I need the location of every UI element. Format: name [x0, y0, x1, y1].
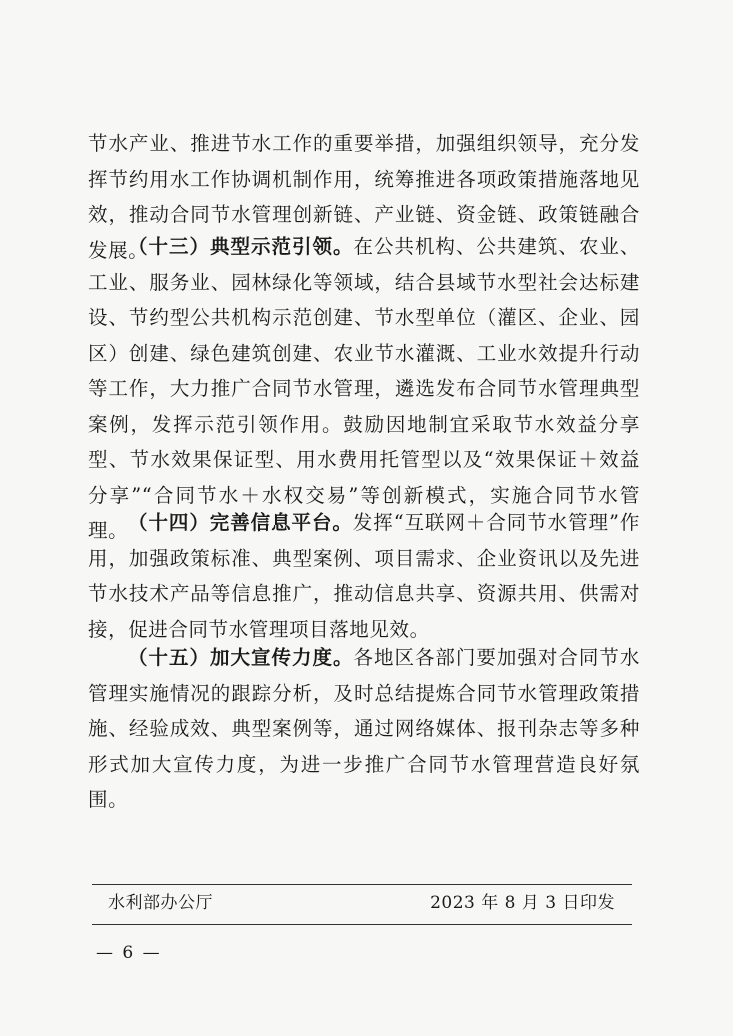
issuer-name: 水利部办公厅 — [108, 893, 213, 913]
paragraph-publicity — [88, 640, 640, 818]
footer-divider-top — [92, 884, 632, 885]
issue-date: 2023 年 8 月 3 日印发 — [430, 893, 615, 913]
paragraph-text: 节水产业、推进节水工作的重要举措，加强组织领导，充分发挥节约用水工作协调机制作用，统筹推进各项政策措施落地见效，推动合同节水管理创新链、产业链、资金链、政策链融合发展。 — [88, 132, 640, 262]
paragraph-text: 发挥“互联网＋合同节水管理”作用，加强政策标准、典型案例、项目需求、企业资讯以及先进节水技术产品等信息推广，推动信息共享、资源共用、供需对接，促进合同节水管理项目落地见效。 — [88, 511, 640, 641]
section-heading: （十三）典型示范引领。 — [128, 235, 354, 258]
footer-divider-bottom — [92, 924, 632, 925]
paragraph-text: 在公共机构、公共建筑、农业、工业、服务业、园林绿化等领域，结合县域节水型社会达标建设、节约型公共机构示范创建、节水型单位（灌区、企业、园区）创建、绿色建筑创建、农业节水灌溉、工业水效提升行动等工作，大力推广合同节水管理，遴选发布合同节水管理典型案例，发挥示范引领作用。鼓励因地制宜采取节水效益分享型、节水效果保证型、用水费用托管型以及“效果保证＋效益分享”“合同节水＋水权交易”等创新模式，实施合同节水管理。 — [88, 235, 640, 542]
section-heading: （十五）加大宣传力度。 — [128, 646, 354, 669]
page-number: — 6 — — [96, 943, 162, 963]
paragraph-typical-demonstration — [88, 229, 640, 549]
section-heading: （十四）完善信息平台。 — [128, 511, 353, 534]
paragraph-information-platform — [88, 505, 640, 647]
paragraph-text: 各地区各部门要加强对合同节水管理实施情况的跟踪分析，及时总结提炼合同节水管理政策措施、经验成效、典型案例等，通过网络媒体、报刊杂志等多种形式加大宣传力度，为进一步推广合同节水管理营造良好氛围。 — [88, 646, 640, 811]
